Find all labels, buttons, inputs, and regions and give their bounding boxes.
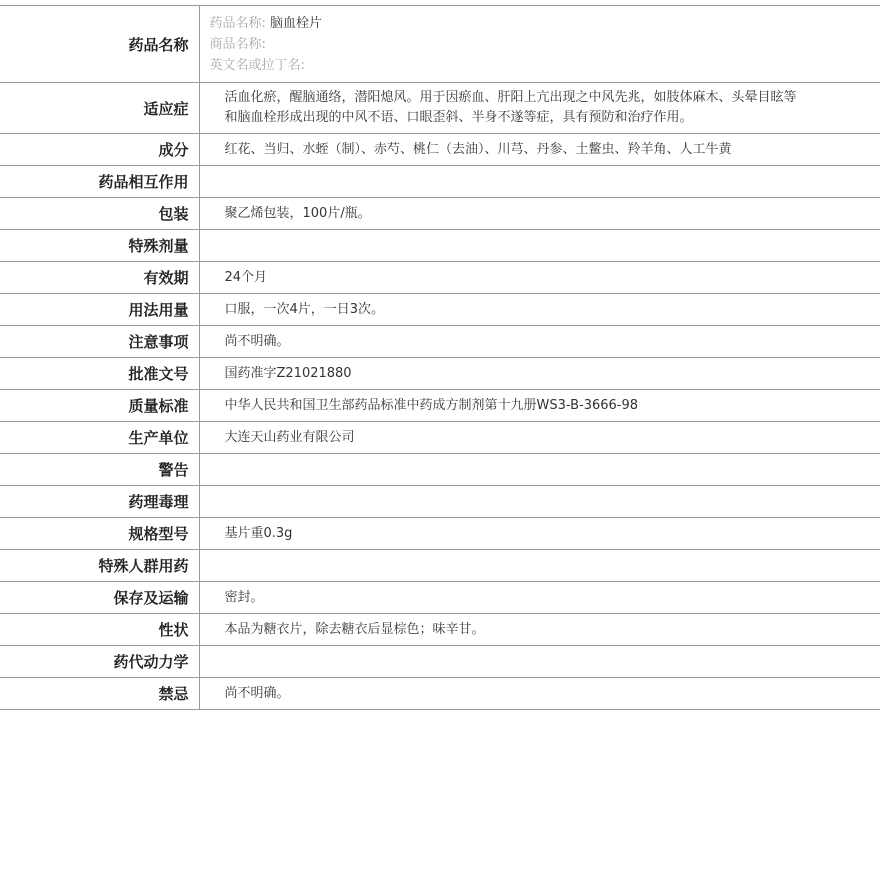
english-name-key: 英文名或拉丁名: (209, 57, 305, 73)
drug-info-table (0, 5, 880, 710)
generic-name-key: 药品名称: (209, 15, 266, 31)
row-value: 基片重0.3g (199, 518, 880, 550)
row-value: 活血化瘀，醒脑通络，潜阳熄风。用于因瘀血、肝阳上亢出现之中风先兆，如肢体麻木、头晕目眩等和脑血栓形成出现的中风不语、口眼歪斜、半身不遂等症，具有预防和治疗作用。 (199, 83, 880, 134)
table-row-precautions (0, 326, 880, 358)
table-row-storage (0, 582, 880, 614)
row-value: 大连天山药业有限公司 (199, 422, 880, 454)
table-row-description (0, 614, 880, 646)
table-row-shelf-life (0, 262, 880, 294)
table-row-usage-dosage (0, 294, 880, 326)
row-label: 警告 (0, 454, 199, 486)
row-value (199, 454, 880, 486)
row-label: 药理毒理 (0, 486, 199, 518)
row-value: 中华人民共和国卫生部药品标准中药成方制剂第十九册WS3-B-3666-98 (199, 390, 880, 422)
row-value (199, 166, 880, 198)
row-value: 国药准字Z21021880 (199, 358, 880, 390)
row-label: 药代动力学 (0, 646, 199, 678)
row-value: 尚不明确。 (199, 678, 880, 710)
row-label: 包装 (0, 198, 199, 230)
row-label: 药品相互作用 (0, 166, 199, 198)
row-value (199, 646, 880, 678)
table-row-special-populations (0, 550, 880, 582)
generic-name-line (210, 13, 801, 34)
row-label: 质量标准 (0, 390, 199, 422)
row-label: 性状 (0, 614, 199, 646)
table-row-packaging (0, 198, 880, 230)
table-row-contraindications (0, 678, 880, 710)
table-row-quality-standard (0, 390, 880, 422)
row-value (199, 550, 880, 582)
row-label: 保存及运输 (0, 582, 199, 614)
table-row-drug-name (0, 6, 880, 83)
row-value: 24个月 (199, 262, 880, 294)
table-row-pharmacology (0, 486, 880, 518)
trade-name-key: 商品名称: (209, 36, 266, 52)
trade-name-line (210, 34, 801, 55)
row-value (199, 486, 880, 518)
table-row-special-dosage (0, 230, 880, 262)
row-value: 口服，一次4片，一日3次。 (199, 294, 880, 326)
table-row-specification (0, 518, 880, 550)
row-value: 尚不明确。 (199, 326, 880, 358)
row-value (199, 230, 880, 262)
row-label: 禁忌 (0, 678, 199, 710)
table-row-pharmacokinetics (0, 646, 880, 678)
table-row-ingredients (0, 134, 880, 166)
row-label: 成分 (0, 134, 199, 166)
row-value: 密封。 (199, 582, 880, 614)
row-label: 特殊剂量 (0, 230, 199, 262)
row-label: 生产单位 (0, 422, 199, 454)
row-label: 药品名称 (0, 6, 199, 83)
row-value: 本品为糖衣片，除去糖衣后显棕色；味辛甘。 (199, 614, 880, 646)
table-row-approval-number (0, 358, 880, 390)
generic-name-value: 脑血栓片 (270, 15, 323, 31)
row-label: 注意事项 (0, 326, 199, 358)
row-label: 规格型号 (0, 518, 199, 550)
table-row-indication (0, 83, 880, 134)
row-label: 特殊人群用药 (0, 550, 199, 582)
table-row-manufacturer (0, 422, 880, 454)
row-label: 有效期 (0, 262, 199, 294)
row-label: 用法用量 (0, 294, 199, 326)
row-value: 红花、当归、水蛭（制）、赤芍、桃仁（去油）、川芎、丹参、土鳖虫、羚羊角、人工牛黄 (199, 134, 880, 166)
table-row-warning (0, 454, 880, 486)
row-value: 聚乙烯包装，100片/瓶。 (199, 198, 880, 230)
drug-name-values (199, 6, 880, 83)
english-name-line (210, 55, 801, 76)
table-row-interactions (0, 166, 880, 198)
row-label: 适应症 (0, 83, 199, 134)
row-label: 批准文号 (0, 358, 199, 390)
